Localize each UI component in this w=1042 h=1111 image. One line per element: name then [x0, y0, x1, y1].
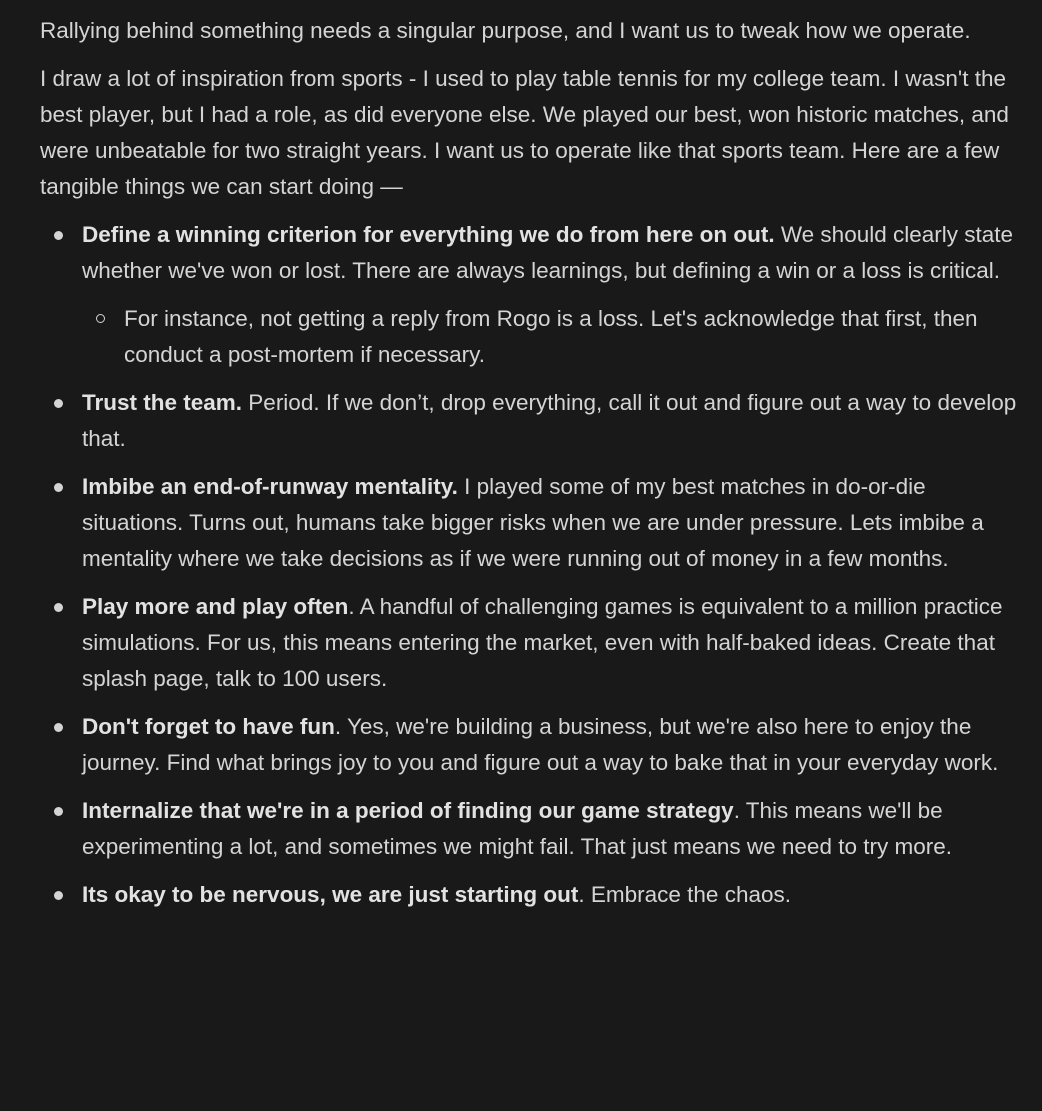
sub-list-item	[82, 301, 1026, 373]
bullet-heading: Imbibe an end-of-runway mentality.	[82, 474, 458, 499]
bullet-heading: Don't forget to have fun	[82, 714, 335, 739]
bullet-heading: Its okay to be nervous, we are just starting out	[82, 882, 579, 907]
inspiration-paragraph: I draw a lot of inspiration from sports - I used to play table tennis for my college team. I wasn't the best player, but I had a role, as did everyone else. We played our best, won historic matches, and were unbeatable for two straight years. I want us to operate like that sports team. Here are a few tangible things we can start doing —	[40, 66, 1009, 199]
list-item-have-fun	[40, 709, 1026, 781]
bullet-icon	[54, 399, 63, 408]
list-item-winning-criterion	[40, 217, 1026, 373]
bullet-icon	[54, 231, 63, 240]
list-item-end-of-runway	[40, 469, 1026, 577]
bullet-text: I played some of my best matches in do-or-die situations. Turns out, humans take bigger risks when we are under pressure. Lets imbibe a mentality where we take decisions as if we were running out of money in a few months.	[82, 474, 984, 571]
bullet-text: . A handful of challenging games is equivalent to a million practice simulations. For us, this means entering the market, even with half-baked ideas. Create that splash page, talk to 100 users.	[82, 594, 1003, 691]
bullet-text: We should clearly state whether we've won or lost. There are always learnings, but defining a win or a loss is critical.	[82, 222, 1014, 283]
list-item-trust-team	[40, 385, 1026, 457]
sub-list	[82, 301, 1026, 373]
bullet-icon	[54, 723, 63, 732]
bullet-text: . Embrace the chaos.	[578, 882, 791, 907]
list-item-nervous	[40, 877, 1026, 913]
bullet-heading: Trust the team.	[82, 390, 243, 415]
list-item-game-strategy	[40, 793, 1026, 865]
bullet-text: Period. If we don’t, drop everything, call it out and figure out a way to develop that.	[82, 390, 1017, 451]
bullet-icon	[54, 603, 63, 612]
bullet-heading: Internalize that we're in a period of finding our game strategy	[82, 798, 734, 823]
bullet-text: . Yes, we're building a business, but we're also here to enjoy the journey. Find what brings joy to you and figure out a way to bake that in your everyday work.	[82, 714, 999, 775]
bullet-icon	[54, 483, 63, 492]
bullet-heading: Play more and play often	[82, 594, 349, 619]
sub-bullet-text: For instance, not getting a reply from Rogo is a loss. Let's acknowledge that first, then conduct a post-mortem if necessary.	[124, 306, 978, 367]
principles-list	[40, 217, 1026, 913]
bullet-text: . This means we'll be experimenting a lot, and sometimes we might fail. That just means we need to try more.	[82, 798, 952, 859]
bullet-icon	[54, 807, 63, 816]
bullet-heading: Define a winning criterion for everything we do from here on out.	[82, 222, 775, 247]
bullet-icon	[54, 891, 63, 900]
intro-paragraph: Rallying behind something needs a singular purpose, and I want us to tweak how we operate.	[40, 18, 971, 43]
hollow-bullet-icon	[96, 314, 105, 323]
list-item-play-more	[40, 589, 1026, 697]
